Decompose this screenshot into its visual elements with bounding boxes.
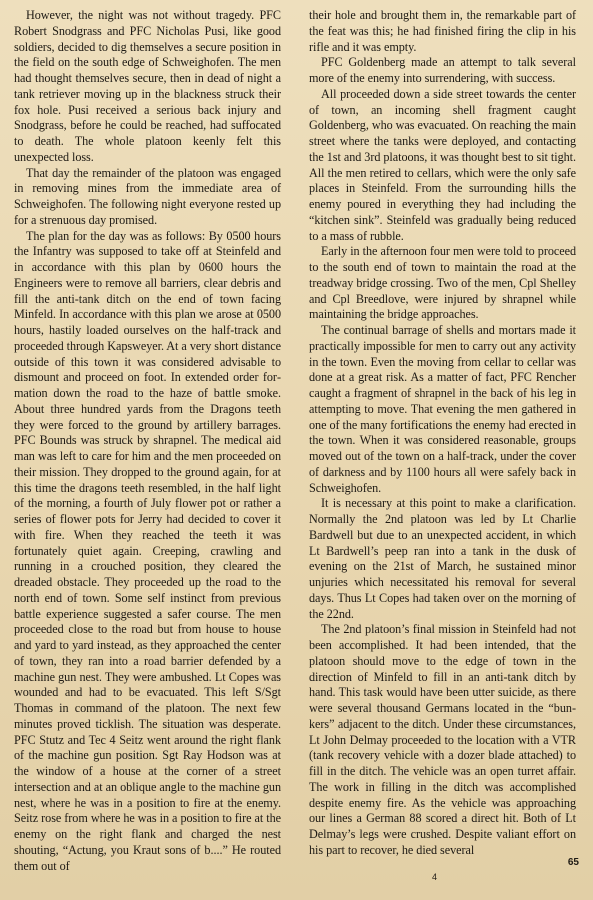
paragraph: However, the night was not without tragedy. PFC Robert Snodgrass and PFC Nicholas Pusi, like good soldiers, decided to dig themselves a secure position in the field on the south edge of Schweighofen. The men had thought themselves secure, then in dead of night a tank retriever moving up in the blackness struck their fox hole. Pusi received a serious back injury and Snodgrass, before he could be reached, had suffocated to death. The whole platoon keenly felt this unexpected loss. bbox=[14, 8, 281, 164]
paragraph: It is necessary at this point to make a clarification. Normally the 2nd platoon was led by Lt Charlie Bardwell but due to an unexpected accident, in which Lt Bardwell’s peep ran into a tank in the dusk of evening on the 21st of March, he sustained minor unjuries which necessitated his removal for several days. Thus Lt Copes had taken over on the morning of the 22nd. bbox=[309, 496, 576, 621]
left-column bbox=[14, 8, 281, 874]
right-column bbox=[309, 8, 576, 859]
paragraph: PFC Goldenberg made an attempt to talk several more of the enemy into surrendering, with success. bbox=[309, 55, 576, 85]
paragraph: The 2nd platoon’s final mission in Steinfeld had not been accomplished. It had been intended, that the platoon should move to the edge of town in the direction of Minfeld to fill in an anti-tank ditch by hand. This task would have been utter suicide, as there were several thousand Germans located in the “bunkers” adjacent to the ditch. Under these circumstances, Lt John Delmay proceeded to the location with a VTR (tank recovery vehicle with a dozer blade attached) to fill in the ditch. The vehicle was an open turret affair. The work in filling in the ditch was accomplished despite enemy fire. As the vehicle was approaching our lines a German 88 scored a direct hit. Both of Lt Delmay’s legs were crushed. Despite valiant effort on his part to recover, he died several bbox=[309, 622, 576, 857]
paragraph: Early in the afternoon four men were told to proceed to the south end of town to maintain the road at the treadway bridge crossing. Two of the men, Cpl Shelley and Cpl Breedlove, were injured by shrapnel while maintaining the bridge approaches. bbox=[309, 244, 576, 322]
footer-mark: 4 bbox=[432, 872, 438, 882]
paragraph: All proceeded down a side street towards the center of town, an incoming shell fragment caught Goldenberg, who was evacuated. On reaching the main street where the tanks were deployed, and contacting the 1st and 3rd platoons, it was thought best to sit tight. All the men retired to cellars, which were the only safe places in Steinfeld. From the surrounding hills the enemy poured in everything they had including the “kitchen sink”. Steinfeld was gradually being reduced to a mass of rubble. bbox=[309, 86, 576, 243]
paragraph: That day the remainder of the platoon was engaged in removing mines from the immediate area of Schweighofen. The following night everyone rested up for a strenuous day promised. bbox=[14, 165, 281, 227]
paragraph: their hole and brought them in, the remarkable part of the feat was this; he had finished firing the clip in his rifle and it was empty. bbox=[309, 8, 576, 54]
page-number: 65 bbox=[567, 857, 579, 868]
paragraph: The continual barrage of shells and mortars made it practically impossible for men to carry out any activity in the town. Even the moving from cellar to cellar was done at a great risk. As a matter of fact, PFC Rencher caught a fragment of shrapnel in the back of his leg in attempting to move. That evening the men gathered in one of the many fortifications the enemy had erected in the town. When it was considered reasonable, groups moved out of the town on a half-track, under the cover of darkness and by 1100 hours all were safely back in Schweighofen. bbox=[309, 323, 576, 495]
paragraph: The plan for the day was as follows: By 0500 hours the Infantry was supposed to take off at Steinfeld and in accordance with this plan by 0600 hours the Engineers were to remove all barriers, clear debris and fill the anti-tank ditch on the end of town facing Minfeld. In accordance with this plan we arose at 0500 hours, hastily loaded ourselves on the half-track and proceeded through Kapsweyer. At a very short distance outside of this town it was considered advisable to dismount and proceed on foot. In extended order formation down the road to the haze of battle smoke. About three hundred yards from the Dragons teeth they were forced to the ground by artillery barrages. PFC Bounds was struck by shrapnel. The medical aid man was left to care for him and the men proceeded on their mission. They dropped to the ground again, for at this time the dragons teeth resembled, in the half light of the morning, a fourth of July flower pot or rather a series of flower pots for Jerry had decided to cover it with fire. When they reached the teeth it was fortunately quiet again. Creeping, crawling and running in a crouched position, they cleared the dreaded obstacle. They proceeded up the road to the north end of town. Some self instinct from previous battle experience suggested a safer course. The men proceeded close to the road but from house to house and yard to yard instead, as they approached the center of town, they ran into a road barrier defended by a machine gun nest. They were ambushed. Lt Copes was wounded and had to be evacuated. This left S/Sgt Thomas in command of the platoon. The next few minutes proved ticklish. The situation was desperate. PFC Stutz and Tec 4 Seitz went around the right flank of the machine gun position. Sgt Ray Hodson was at the window of a house at the corner of a street intersection and at an oblique angle to the machine gun nest, where he was in a position to fire at the enemy. Seitz rose from where he was in a position to fire at the enemy on the right flank and charged the nest shouting, “Actung, you Kraut sons of b....” He routed them out of bbox=[14, 228, 281, 873]
